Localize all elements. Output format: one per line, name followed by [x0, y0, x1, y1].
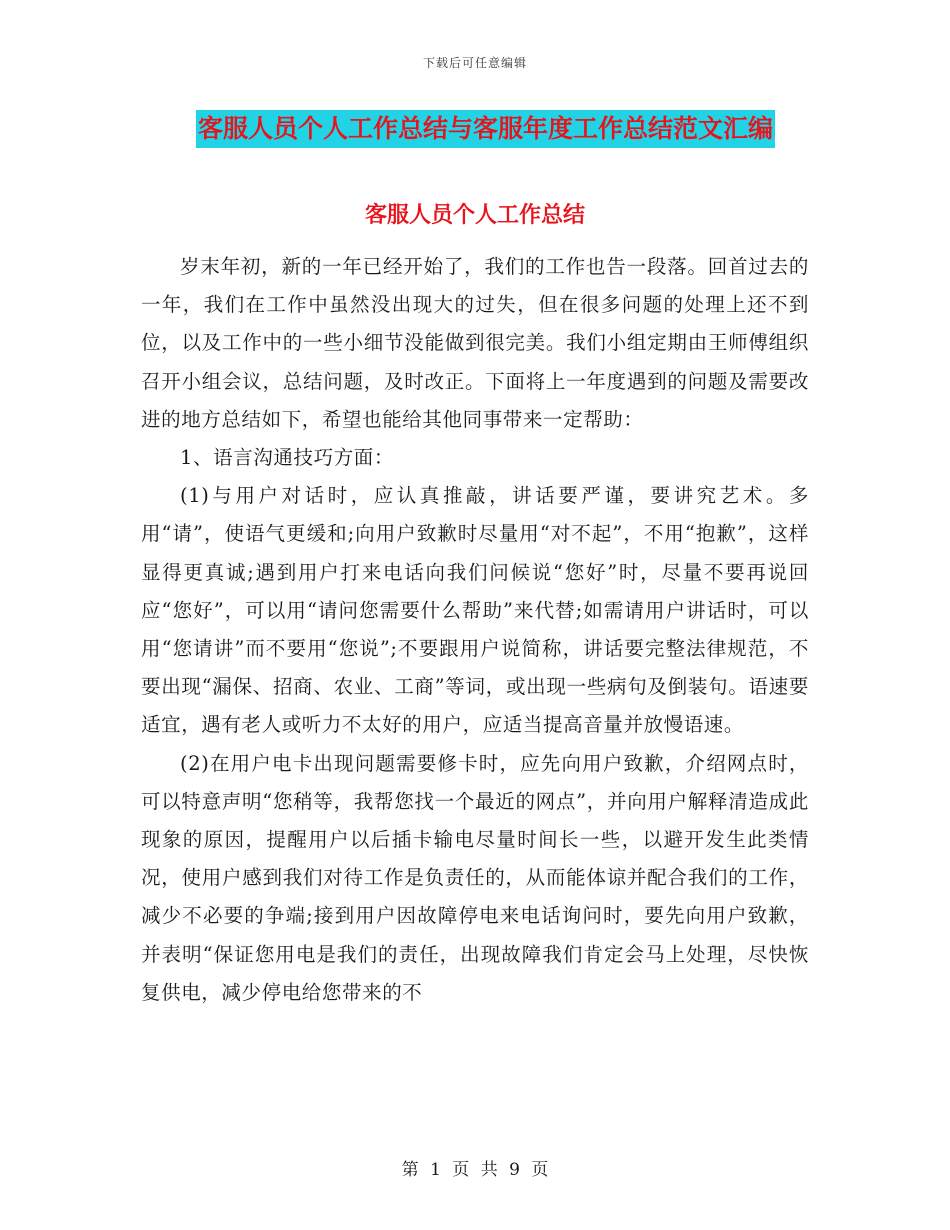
body-content: [141, 248, 809, 1012]
section-title: 客服人员个人工作总结: [364, 203, 585, 228]
header-note: 下载后可任意编辑: [422, 56, 527, 70]
paragraph-intro: 岁末年初，新的一年已经开始了，我们的工作也告一段落。回首过去的一年，我们在工作中虽然没出现大的过失，但在很多问题的处理上还不到位，以及工作中的一些小细节没能做到很完美。我们小组定期由王师傅组织召开小组会议，总结问题，及时改正。下面将上一年度遇到的问题及需要改进的地方总结如下，希望也能给其他同事带来一定帮助：: [141, 255, 809, 431]
page-footer: 第 1 页 共 9 页: [401, 1160, 549, 1180]
paragraph-heading-1: 1、语言沟通技巧方面：: [180, 446, 395, 470]
document-title: 客服人员个人工作总结与客服年度工作总结范文汇编: [196, 110, 775, 148]
paragraph-item-1: (1)与用户对话时，应认真推敲，讲话要严谨，要讲究艺术。多用“请”，使语气更缓和;向用户致歉时尽量用“对不起”，不用“抱歉”，这样显得更真诚;遇到用户打来电话向我们问候说“您好”时，尽量不要再说回应“您好”，可以用“请问您需要什么帮助”来代替;如需请用户讲话时，可以用“您请讲”而不要用“您说”;不要跟用户说简称，讲话要完整法律规范，不要出现“漏保、招商、农业、工商”等词，或出现一些病句及倒装句。语速要适宜，遇有老人或听力不太好的用户，应适当提高音量并放慢语速。: [141, 484, 809, 737]
paragraph-item-2: (2)在用户电卡出现问题需要修卡时，应先向用户致歉，介绍网点时，可以特意声明“您稍等，我帮您找一个最近的网点”，并向用户解释清造成此现象的原因，提醒用户以后插卡输电尽量时间长一些，以避开发生此类情况，使用户感到我们对待工作是负责任的，从而能体谅并配合我们的工作，减少不必要的争端;接到用户因故障停电来电话询问时，要先向用户致歉，并表明“保证您用电是我们的责任，出现故障我们肯定会马上处理，尽快恢复供电，减少停电给您带来的不: [141, 751, 809, 1004]
